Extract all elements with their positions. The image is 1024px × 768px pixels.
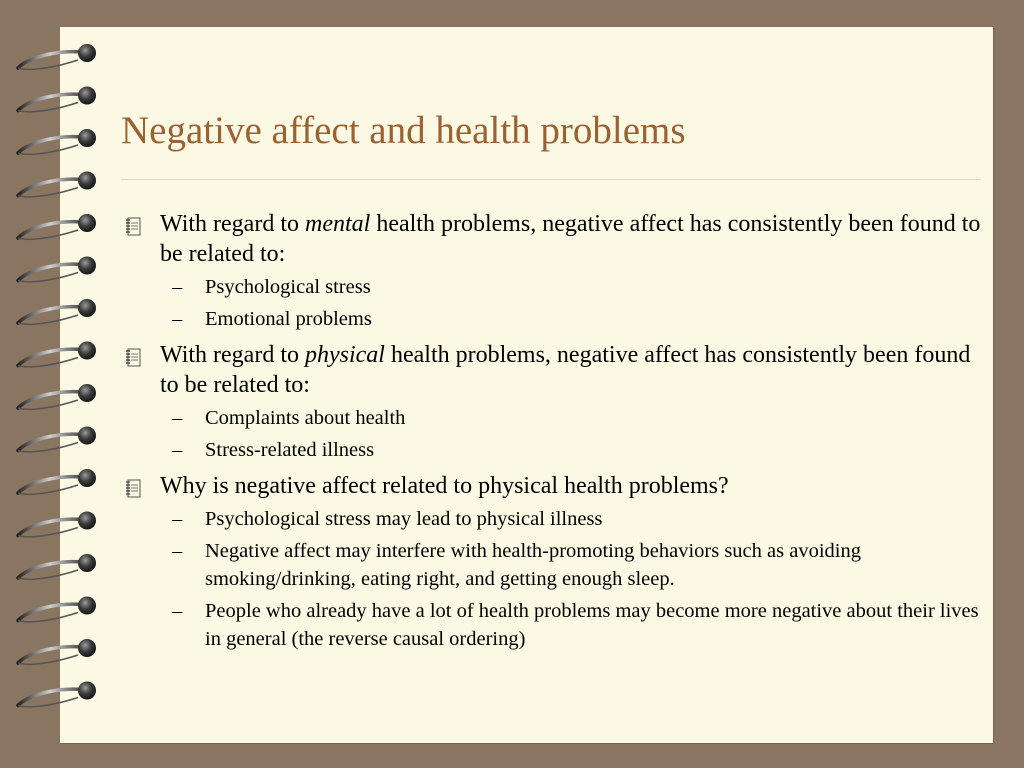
sub-item: – Stress-related illness [172,439,375,461]
binding-wire [18,519,82,535]
binding-wire [18,434,82,450]
sub-item: – Psychological stress may lead to physical illness [172,508,603,530]
binding-hole [78,384,96,402]
binding-wire [18,137,82,153]
binding-wire [18,392,82,408]
sub-list [122,273,982,333]
binding-hole [78,299,96,317]
binding-wire [18,647,82,663]
sub-list [122,505,982,653]
binding-hole [78,427,96,445]
bullet-text: With regard to physical health problems, negative affect has consistently been found to be related to: [160,342,971,398]
binding-wire [18,52,82,68]
bullet-emphasis: physical [304,342,385,368]
binding-wire [18,94,82,110]
binding-wire [18,179,82,195]
slide-title: Negative affect and health problems [121,109,686,152]
binding-hole [78,214,96,232]
binding-hole [78,639,96,657]
binding-hole [78,87,96,105]
sub-item: – People who already have a lot of health problems may become more negative about their lives in general (the reverse causal ordering) [172,600,979,650]
binding-wire [18,307,82,323]
sub-item: – Psychological stress [172,276,371,298]
binding-wire [18,477,82,493]
binding-hole [78,512,96,530]
bullet-text: Why is negative affect related to physical health problems? [160,473,729,499]
sub-list [122,404,982,464]
bullet-item [122,340,982,400]
bullet-item [122,471,982,501]
binding-hole [78,342,96,360]
binding-hole [78,682,96,700]
binding-hole [78,257,96,275]
binding-hole [78,129,96,147]
notebook-icon [122,477,146,501]
binding-hole [78,554,96,572]
notebook-icon [122,346,146,370]
binding-hole [78,469,96,487]
binding-wire [18,264,82,280]
bullet-text: With regard to mental health problems, negative affect has consistently been found to be related to: [160,211,981,267]
binding-wire [18,604,82,620]
binding-wire [18,689,82,705]
title-divider [121,179,981,180]
sub-item: – Negative affect may interfere with health-promoting behaviors such as avoiding smoking/drinking, eating right, and getting enough sleep. [172,540,861,590]
binding-hole [78,44,96,62]
notebook-icon [122,215,146,239]
spiral-binding-icon [0,30,110,730]
sub-item: – Emotional problems [172,308,372,330]
binding-wire [18,349,82,365]
binding-wire [18,222,82,238]
sub-item: – Complaints about health [172,407,406,429]
binding-hole [78,597,96,615]
binding-hole [78,172,96,190]
binding-wire [18,562,82,578]
slide-content [122,209,982,653]
bullet-emphasis: mental [304,211,371,237]
bullet-item [122,209,982,269]
